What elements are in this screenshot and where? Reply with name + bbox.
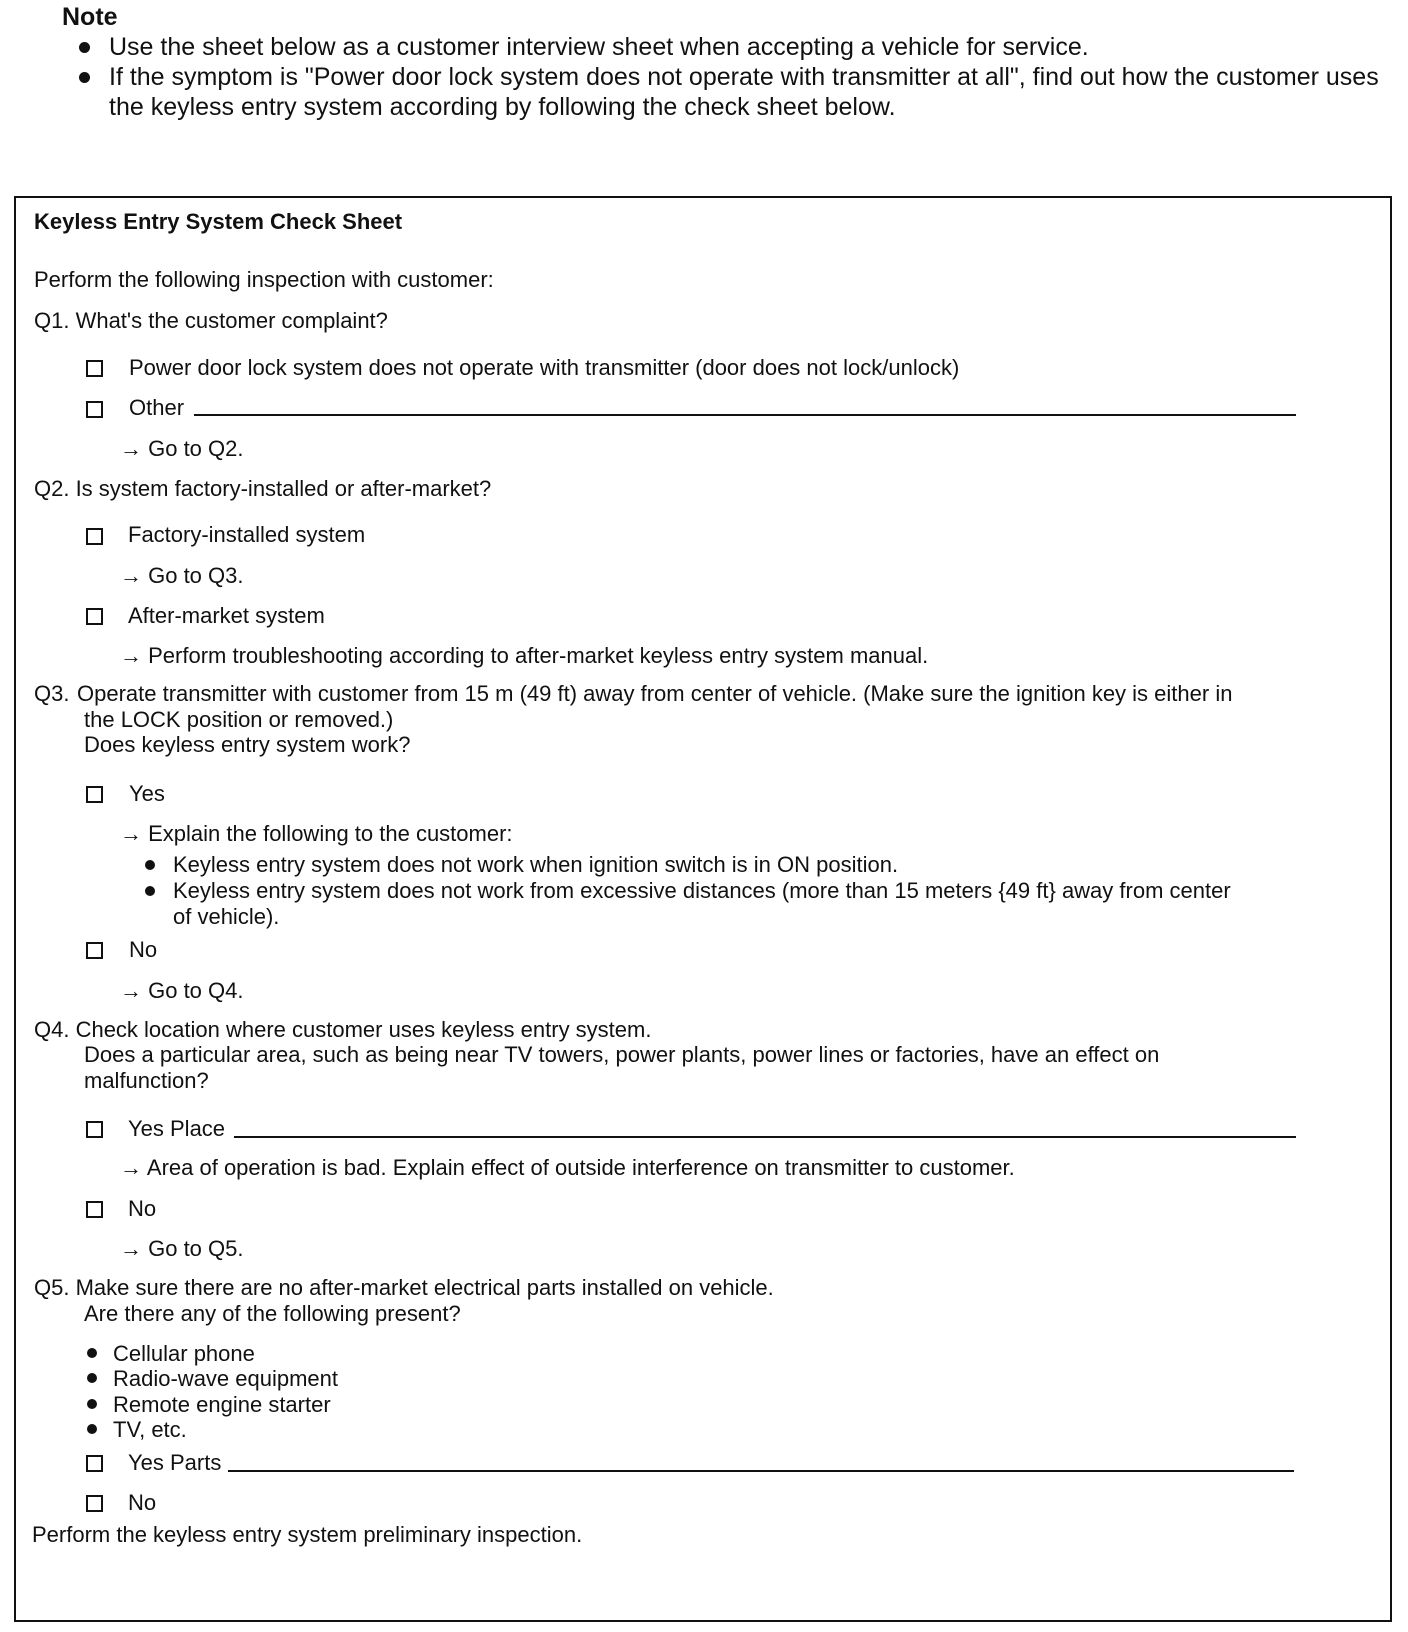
q5-parts-field[interactable] [228, 1470, 1294, 1472]
q2-option1-checkbox[interactable] [86, 528, 103, 545]
q3-no-checkbox[interactable] [86, 942, 103, 959]
note-title: Note [62, 3, 118, 31]
q4-yes-goto: → Area of operation is bad. Explain effect of outside interference on transmitter to customer. [120, 1155, 1015, 1180]
note-item-text: If the symptom is "Power door lock system does not operate with transmitter at all", find out how the customer uses the keyless entry system according by following the check sheet below. [109, 63, 1379, 121]
q3-bullet1: Keyless entry system does not work when ignition switch is in ON position. [173, 852, 899, 877]
check-sheet [14, 196, 1392, 1622]
q4-yes-label: Yes Place [128, 1116, 226, 1141]
bullet-icon [145, 886, 155, 896]
bullet-icon [87, 1399, 97, 1409]
q3-question-line2: the LOCK position or removed.) [84, 707, 394, 732]
bullet-icon [145, 860, 155, 870]
q2-option1-goto: → Go to Q3. [120, 563, 244, 588]
q4-place-field[interactable] [234, 1136, 1296, 1138]
q3-yes-label: Yes [129, 781, 165, 806]
q1-other-field[interactable] [194, 414, 1296, 416]
q3-no-label: No [129, 937, 158, 962]
q3-bullet2-line2: of vehicle). [173, 904, 280, 929]
q1-option1-checkbox[interactable] [86, 360, 103, 377]
q4-no-label: No [128, 1196, 157, 1221]
q5-no-label: No [128, 1490, 157, 1515]
q3-question-line3: Does keyless entry system work? [84, 732, 411, 757]
q5-question-line1: Q5. Make sure there are no after-market electrical parts installed on vehicle. [34, 1275, 774, 1300]
bullet-icon [87, 1424, 97, 1434]
q1-option1-label: Power door lock system does not operate with transmitter (door does not lock/unlock) [129, 355, 960, 380]
q2-option2-label: After-market system [128, 603, 325, 628]
q2-option2-checkbox[interactable] [86, 608, 103, 625]
note-item [62, 32, 1392, 62]
q2-question: Q2. Is system factory-installed or after-market? [34, 476, 492, 501]
bullet-icon [87, 1373, 97, 1383]
q4-yes-checkbox[interactable] [86, 1121, 103, 1138]
q3-yes-checkbox[interactable] [86, 786, 103, 803]
sheet-title: Keyless Entry System Check Sheet [34, 209, 403, 234]
q5-question-line2: Are there any of the following present? [84, 1301, 461, 1326]
note-item-text: Use the sheet below as a customer interview sheet when accepting a vehicle for service. [109, 33, 1089, 61]
bullet-icon [79, 42, 90, 53]
bullet-icon [87, 1348, 97, 1358]
q1-goto: → Go to Q2. [120, 436, 244, 461]
q3-bullet2-line1: Keyless entry system does not work from excessive distances (more than 15 meters {49 ft} away from center [173, 878, 1231, 903]
q3-yes-goto: → Explain the following to the customer: [120, 821, 513, 846]
q5-item: Radio-wave equipment [113, 1366, 339, 1391]
q4-question-line2: Does a particular area, such as being near TV towers, power plants, power lines or factories, have an effect on [84, 1042, 1160, 1067]
sheet-footer: Perform the keyless entry system preliminary inspection. [32, 1522, 583, 1547]
q5-item: TV, etc. [113, 1417, 187, 1442]
q4-question-line3: malfunction? [84, 1068, 209, 1093]
q2-option1-label: Factory-installed system [128, 522, 366, 547]
q4-no-goto: → Go to Q5. [120, 1236, 244, 1261]
q5-no-checkbox[interactable] [86, 1495, 103, 1512]
q1-option2-checkbox[interactable] [86, 401, 103, 418]
q4-question-line1: Q4. Check location where customer uses keyless entry system. [34, 1017, 652, 1042]
note-item [62, 62, 1392, 122]
bullet-icon [79, 72, 90, 83]
sheet-intro: Perform the following inspection with customer: [34, 267, 494, 292]
q3-question-line1: Operate transmitter with customer from 15 m (49 ft) away from center of vehicle. (Make sure the ignition key is either in [77, 681, 1233, 706]
q3-label: Q3. [34, 681, 70, 706]
note-section [62, 2, 1392, 122]
q4-no-checkbox[interactable] [86, 1201, 103, 1218]
q3-no-goto: → Go to Q4. [120, 978, 244, 1003]
q1-option2-label: Other [129, 395, 185, 420]
q1-question: Q1. What's the customer complaint? [34, 308, 388, 333]
q5-item: Cellular phone [113, 1341, 255, 1366]
q5-item: Remote engine starter [113, 1392, 331, 1417]
q2-option2-goto: → Perform troubleshooting according to after-market keyless entry system manual. [120, 643, 929, 668]
q5-yes-label: Yes Parts [128, 1450, 222, 1475]
q5-yes-checkbox[interactable] [86, 1455, 103, 1472]
